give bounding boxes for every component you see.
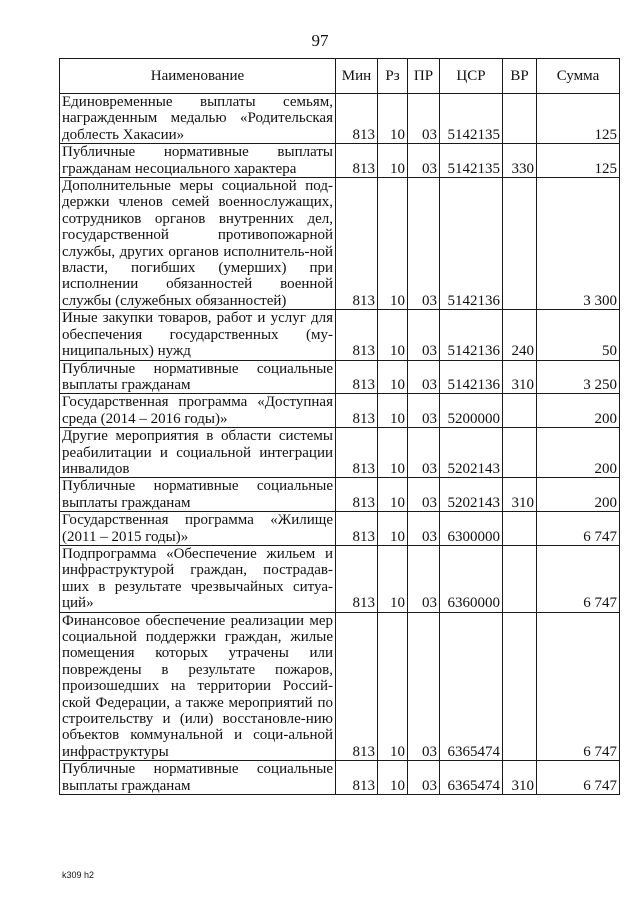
row-rz: 10 [378,545,408,612]
page-number: 97 [311,31,329,50]
row-csr: 5142136 [440,360,503,394]
row-vr: 240 [503,310,537,360]
row-name: Дополнительные меры социальной под-держки членов семей военнослужащих, сотрудников органов внутренних дел, государственной противопожарной службы, других органов исполнитель-ной власти, погибших (умерших) при исполнении обязанностей военной службы (служебных обязанностей) [60,178,336,310]
row-pr: 03 [408,144,440,178]
row-vr: 310 [503,360,537,394]
row-sum: 6 747 [537,761,620,795]
table-row [60,761,620,795]
table-row [60,360,620,394]
header-min: Мин [336,59,378,94]
table-header-row [60,59,620,94]
row-vr [503,612,537,761]
row-vr: 310 [503,761,537,795]
budget-table [59,58,620,795]
row-csr: 6360000 [440,545,503,612]
row-csr: 5142136 [440,310,503,360]
row-sum: 125 [537,144,620,178]
row-name: Публичные нормативные выплаты гражданам несоциального характера [60,144,336,178]
row-rz: 10 [378,360,408,394]
row-rz: 10 [378,144,408,178]
header-vr: ВР [503,59,537,94]
row-pr: 03 [408,178,440,310]
row-csr: 5202143 [440,428,503,478]
table-row [60,178,620,310]
row-rz: 10 [378,428,408,478]
row-vr [503,178,537,310]
table-row [60,478,620,512]
row-sum: 3 300 [537,178,620,310]
row-min: 813 [336,428,378,478]
row-sum: 200 [537,428,620,478]
row-rz: 10 [378,94,408,144]
row-min: 813 [336,178,378,310]
row-vr [503,512,537,546]
row-sum: 6 747 [537,512,620,546]
row-pr: 03 [408,360,440,394]
row-vr [503,428,537,478]
table-row [60,394,620,428]
table-row [60,310,620,360]
row-min: 813 [336,478,378,512]
row-name: Публичные нормативные социальные выплаты гражданам [60,360,336,394]
table-row [60,612,620,761]
row-min: 813 [336,94,378,144]
row-sum: 3 250 [537,360,620,394]
row-min: 813 [336,310,378,360]
row-name: Финансовое обеспечение реализации мер социальной поддержки граждан, жилые помещения которых утрачены или повреждены в результате пожаров, произошедших на территории Россий-ской Федерации, а также мероприятий по строительству и (или) восстановле-нию объектов коммунальной и соци-альной инфраструктуры [60,612,336,761]
table-row [60,512,620,546]
row-csr: 5142136 [440,178,503,310]
row-pr: 03 [408,612,440,761]
header-sum: Сумма [537,59,620,94]
row-min: 813 [336,144,378,178]
row-name: Единовременные выплаты семьям, награжденным медалью «Родительская доблесть Хакасии» [60,94,336,144]
row-csr: 5142135 [440,94,503,144]
row-pr: 03 [408,428,440,478]
row-sum: 200 [537,394,620,428]
header-name: Наименование [60,59,336,94]
row-min: 813 [336,360,378,394]
row-sum: 6 747 [537,612,620,761]
table-row [60,428,620,478]
row-min: 813 [336,612,378,761]
header-pr: ПР [408,59,440,94]
table-row [60,144,620,178]
row-csr: 6365474 [440,612,503,761]
row-pr: 03 [408,394,440,428]
table-row [60,94,620,144]
header-csr: ЦСР [440,59,503,94]
row-csr: 5202143 [440,478,503,512]
row-rz: 10 [378,761,408,795]
row-min: 813 [336,512,378,546]
row-vr [503,545,537,612]
row-min: 813 [336,394,378,428]
row-sum: 50 [537,310,620,360]
row-pr: 03 [408,512,440,546]
row-name: Публичные нормативные социальные выплаты гражданам [60,761,336,795]
row-name: Публичные нормативные социальные выплаты гражданам [60,478,336,512]
row-rz: 10 [378,310,408,360]
row-pr: 03 [408,310,440,360]
row-vr: 330 [503,144,537,178]
row-min: 813 [336,545,378,612]
row-rz: 10 [378,512,408,546]
row-name: Иные закупки товаров, работ и услуг для обеспечения государственных (му-ниципальных) нужд [60,310,336,360]
row-pr: 03 [408,478,440,512]
row-name: Другие мероприятия в области системы реабилитации и социальной интеграции инвалидов [60,428,336,478]
row-name: Государственная программа «Жилище (2011 – 2015 годы)» [60,512,336,546]
row-pr: 03 [408,94,440,144]
header-rz: Рз [378,59,408,94]
row-sum: 125 [537,94,620,144]
row-sum: 6 747 [537,545,620,612]
row-sum: 200 [537,478,620,512]
row-csr: 6300000 [440,512,503,546]
row-vr [503,394,537,428]
row-min: 813 [336,761,378,795]
table-row [60,545,620,612]
row-pr: 03 [408,545,440,612]
row-vr [503,94,537,144]
row-pr: 03 [408,761,440,795]
row-rz: 10 [378,178,408,310]
row-name: Государственная программа «Доступная среда (2014 – 2016 годы)» [60,394,336,428]
row-rz: 10 [378,394,408,428]
footer-document-code: k309 h2 [62,870,95,880]
row-vr: 310 [503,478,537,512]
row-csr: 5200000 [440,394,503,428]
row-rz: 10 [378,612,408,761]
row-csr: 6365474 [440,761,503,795]
row-csr: 5142135 [440,144,503,178]
row-name: Подпрограмма «Обеспечение жильем и инфраструктурой граждан, пострадав-ших в результате чрезвычайных ситуа-ций» [60,545,336,612]
row-rz: 10 [378,478,408,512]
